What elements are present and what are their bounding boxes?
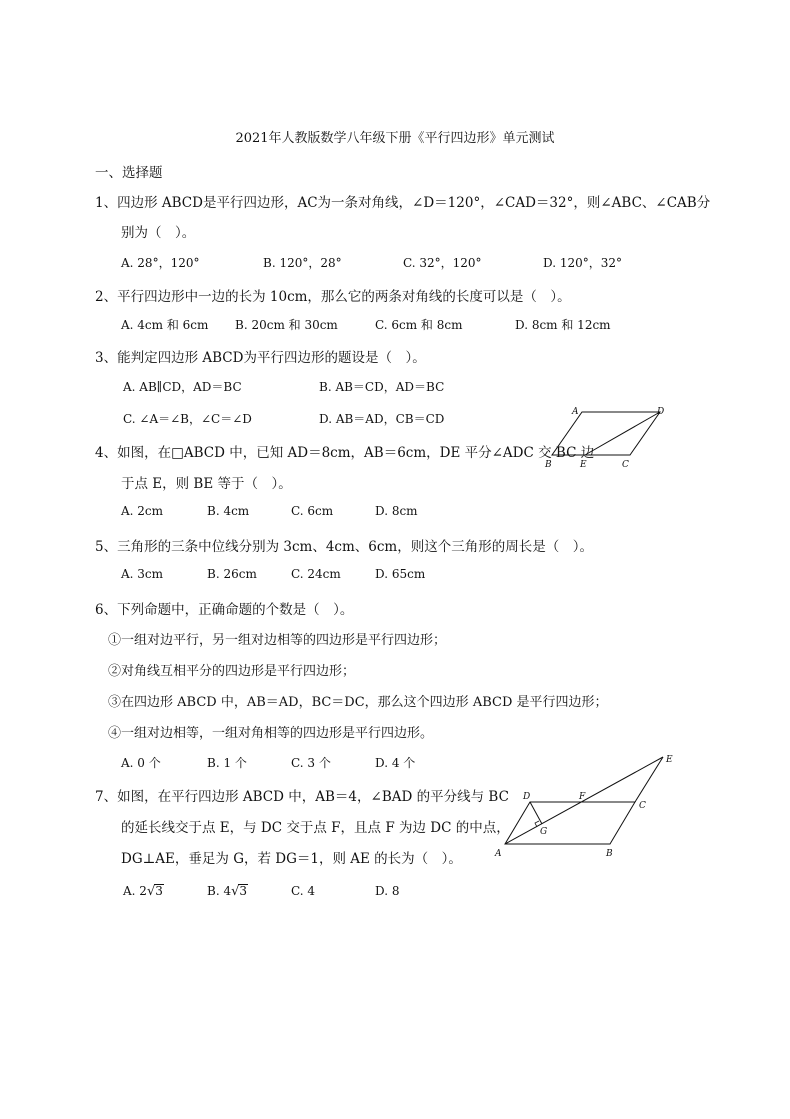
question-text: 下列命题中，正确命题的个数是（ ）。 — [117, 602, 354, 618]
question-number: 2、 — [95, 289, 118, 305]
question-7 — [95, 785, 509, 805]
question-1 — [95, 191, 710, 211]
parallelogram-figure-q7 — [490, 752, 690, 862]
question-text: 平行四边形中一边的长为 10cm，那么它的两条对角线的长度可以是（ ）。 — [117, 289, 571, 305]
question-5 — [95, 535, 593, 555]
question-number: 3、 — [95, 350, 118, 366]
option-b: B. 120°，28° — [263, 256, 342, 270]
question-number: 1、 — [95, 195, 118, 211]
question-4-line2: 于点 E，则 BE 等于（ ）。 — [121, 476, 292, 492]
option-c: C. 24cm — [291, 567, 341, 581]
question-6 — [95, 598, 353, 618]
figure-label-d: D — [657, 407, 665, 417]
question-number: 6、 — [95, 602, 118, 618]
option-c: C. 3 个 — [291, 756, 331, 770]
question-7-line2: 的延长线交于点 E，与 DC 交于点 F，且点 F 为边 DC 的中点， — [121, 820, 510, 836]
figure-label-b: B — [545, 460, 552, 470]
figure-label-d: D — [523, 792, 531, 802]
option-d: D. 8cm — [375, 504, 418, 518]
question-3 — [95, 346, 426, 366]
question-text: 三角形的三条中位线分别为 3cm、4cm、6cm，则这个三角形的周长是（ ）。 — [117, 539, 593, 555]
option-d: D. 8cm 和 12cm — [515, 318, 611, 332]
option-a: A. 28°，120° — [121, 256, 200, 270]
page-title: 2021年人教版数学八年级下册《平行四边形》单元测试 — [235, 131, 555, 146]
question-number: 7、 — [95, 789, 118, 805]
option-a: A. AB∥CD，AD＝BC — [123, 380, 242, 394]
figure-label-a: A — [495, 849, 502, 859]
option-b: B. 1 个 — [207, 756, 247, 770]
option-a: A. 2cm — [121, 504, 164, 518]
sqrt-radicand: 3 — [239, 884, 248, 898]
option-b: B. 20cm 和 30cm — [235, 318, 338, 332]
statement-3: ③在四边形 ABCD 中，AB＝AD，BC＝DC，那么这个四边形 ABCD 是平行四边形； — [108, 695, 608, 710]
option-a: A. 4cm 和 6cm — [121, 318, 209, 332]
option-a: A. 2√3 — [123, 884, 163, 899]
option-d: D. 4 个 — [375, 756, 416, 770]
parallelogram-figure-q4 — [540, 400, 680, 475]
option-c: C. 6cm 和 8cm — [375, 318, 463, 332]
figure-label-b: B — [606, 849, 613, 859]
question-number: 5、 — [95, 539, 118, 555]
option-b: B. 26cm — [207, 567, 257, 581]
statement-1: ①一组对边平行，另一组对边相等的四边形是平行四边形； — [108, 633, 447, 648]
figure-label-c: C — [639, 801, 646, 811]
option-a: A. 0 个 — [121, 756, 161, 770]
question-1-line2: 别为（ ）。 — [121, 225, 196, 241]
question-2 — [95, 285, 571, 305]
statement-2: ②对角线互相平分的四边形是平行四边形； — [108, 664, 356, 679]
question-number: 4、 — [95, 445, 118, 461]
statement-4: ④一组对边相等，一组对角相等的四边形是平行四边形。 — [108, 726, 434, 741]
figure-label-e: E — [666, 755, 673, 765]
question-4 — [95, 441, 594, 461]
figure-label-a: A — [572, 407, 579, 417]
figure-label-f: F — [579, 792, 586, 802]
question-text: 四边形 ABCD是平行四边形，AC为一条对角线，∠D＝120°，∠CAD＝32°，则∠ABC、∠CAB分 — [117, 195, 711, 211]
option-b: B. 4cm — [207, 504, 250, 518]
option-c: C. 6cm — [291, 504, 334, 518]
question-text: 如图，在□ABCD 中，已知 AD＝8cm，AB＝6cm，DE 平分∠ADC 交 BC 边 — [117, 445, 595, 461]
question-text: 如图，在平行四边形 ABCD 中，AB＝4，∠BAD 的平分线与 BC — [117, 789, 509, 805]
question-7-line3: DG⊥AE，垂足为 G，若 DG＝1，则 AE 的长为（ ）。 — [121, 851, 462, 867]
option-b: B. 4√3 — [207, 884, 248, 899]
option-d: D. AB＝AD，CB＝CD — [319, 412, 445, 426]
option-c: C. 32°，120° — [403, 256, 482, 270]
figure-label-g: G — [540, 827, 548, 837]
option-d: D. 65cm — [375, 567, 426, 581]
figure-label-e: E — [580, 460, 587, 470]
option-b: B. AB＝CD，AD＝BC — [319, 380, 445, 394]
option-d: D. 8 — [375, 884, 400, 898]
option-c: C. 4 — [291, 884, 316, 898]
section-heading: 一、选择题 — [95, 165, 163, 181]
option-c: C. ∠A＝∠B，∠C＝∠D — [123, 412, 252, 426]
option-a: A. 3cm — [121, 567, 164, 581]
option-d: D. 120°，32° — [543, 256, 622, 270]
figure-label-c: C — [622, 460, 629, 470]
sqrt-radicand: 3 — [155, 884, 163, 898]
question-text: 能判定四边形 ABCD为平行四边形的题设是（ ）。 — [117, 350, 426, 366]
